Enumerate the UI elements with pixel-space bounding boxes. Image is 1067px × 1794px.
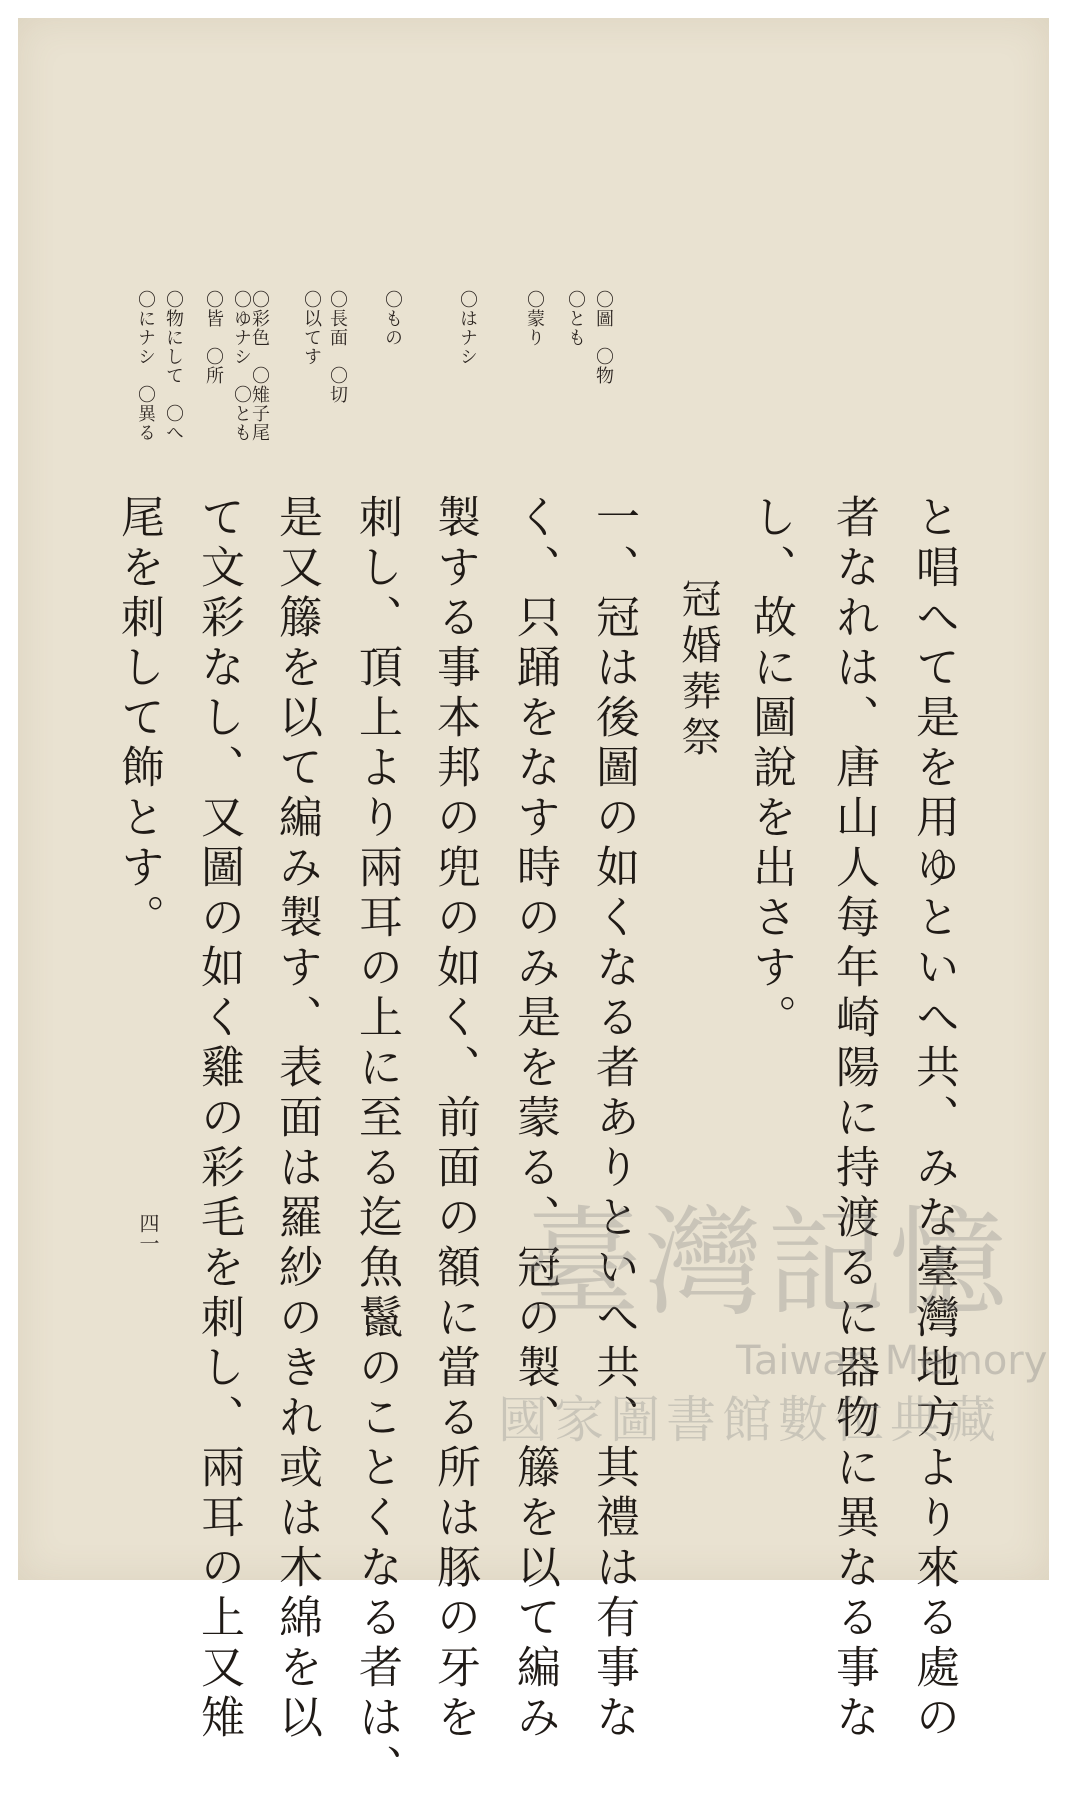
note-line: 〇以てす (301, 290, 322, 366)
body-line: 製する事本邦の兜の如く、前面の額に當る所は豚の牙を (429, 494, 480, 1744)
note-line: 〇にナシ 〇異る (135, 290, 156, 442)
note-line: 〇はナシ (457, 290, 478, 366)
note-line: 〇皆 〇所 (203, 290, 224, 385)
note-line: 〇彩色 〇雉子尾 (249, 290, 270, 442)
watermark-title: 臺灣記憶 (523, 1194, 1012, 1332)
body-line: し、故に圖說を出さす。 (745, 494, 796, 1044)
body-line: 是又籐を以て編み製す、表面は羅紗のきれ或は木綿を以 (271, 494, 322, 1744)
body-line: 尾を刺して飾とす。 (113, 494, 164, 944)
body-line: と唱へて是を用ゆといへ共、みな臺灣地方より來る處の (908, 494, 959, 1744)
body-line: 一、冠は後圖の如くなる者ありといへ共、其禮は有事な (588, 494, 639, 1744)
note-line: 〇長面 〇切 (327, 290, 348, 404)
body-line: て文彩なし、又圖の如く雞の彩毛を刺し、兩耳の上又雉 (193, 494, 244, 1744)
note-line: 〇ゆナシ 〇とも (231, 290, 252, 442)
watermark-english: Taiwan Memory (736, 1338, 1048, 1384)
note-line: 〇もの (382, 290, 403, 347)
note-line: 〇蒙り (524, 290, 545, 347)
note-line: 〇とも (565, 290, 586, 347)
page-number: 四一 (136, 1213, 160, 1253)
note-line: 〇物にして 〇へ (163, 290, 184, 442)
section-heading: 冠婚葬祭 (675, 578, 721, 762)
book-page (18, 18, 1049, 1794)
watermark-org: 國家圖書館數位典藏 (498, 1391, 1002, 1449)
note-line: 〇圖 〇物 (593, 290, 614, 385)
body-line: く、只踊をなす時のみ是を蒙る、冠の製、籐を以て編み (509, 494, 560, 1744)
body-line: 者なれは、唐山人每年崎陽に持渡るに器物に異なる事な (828, 494, 879, 1744)
body-line: 刺し、頂上より兩耳の上に至る迄魚鬣のことくなる者は、 (351, 494, 402, 1794)
